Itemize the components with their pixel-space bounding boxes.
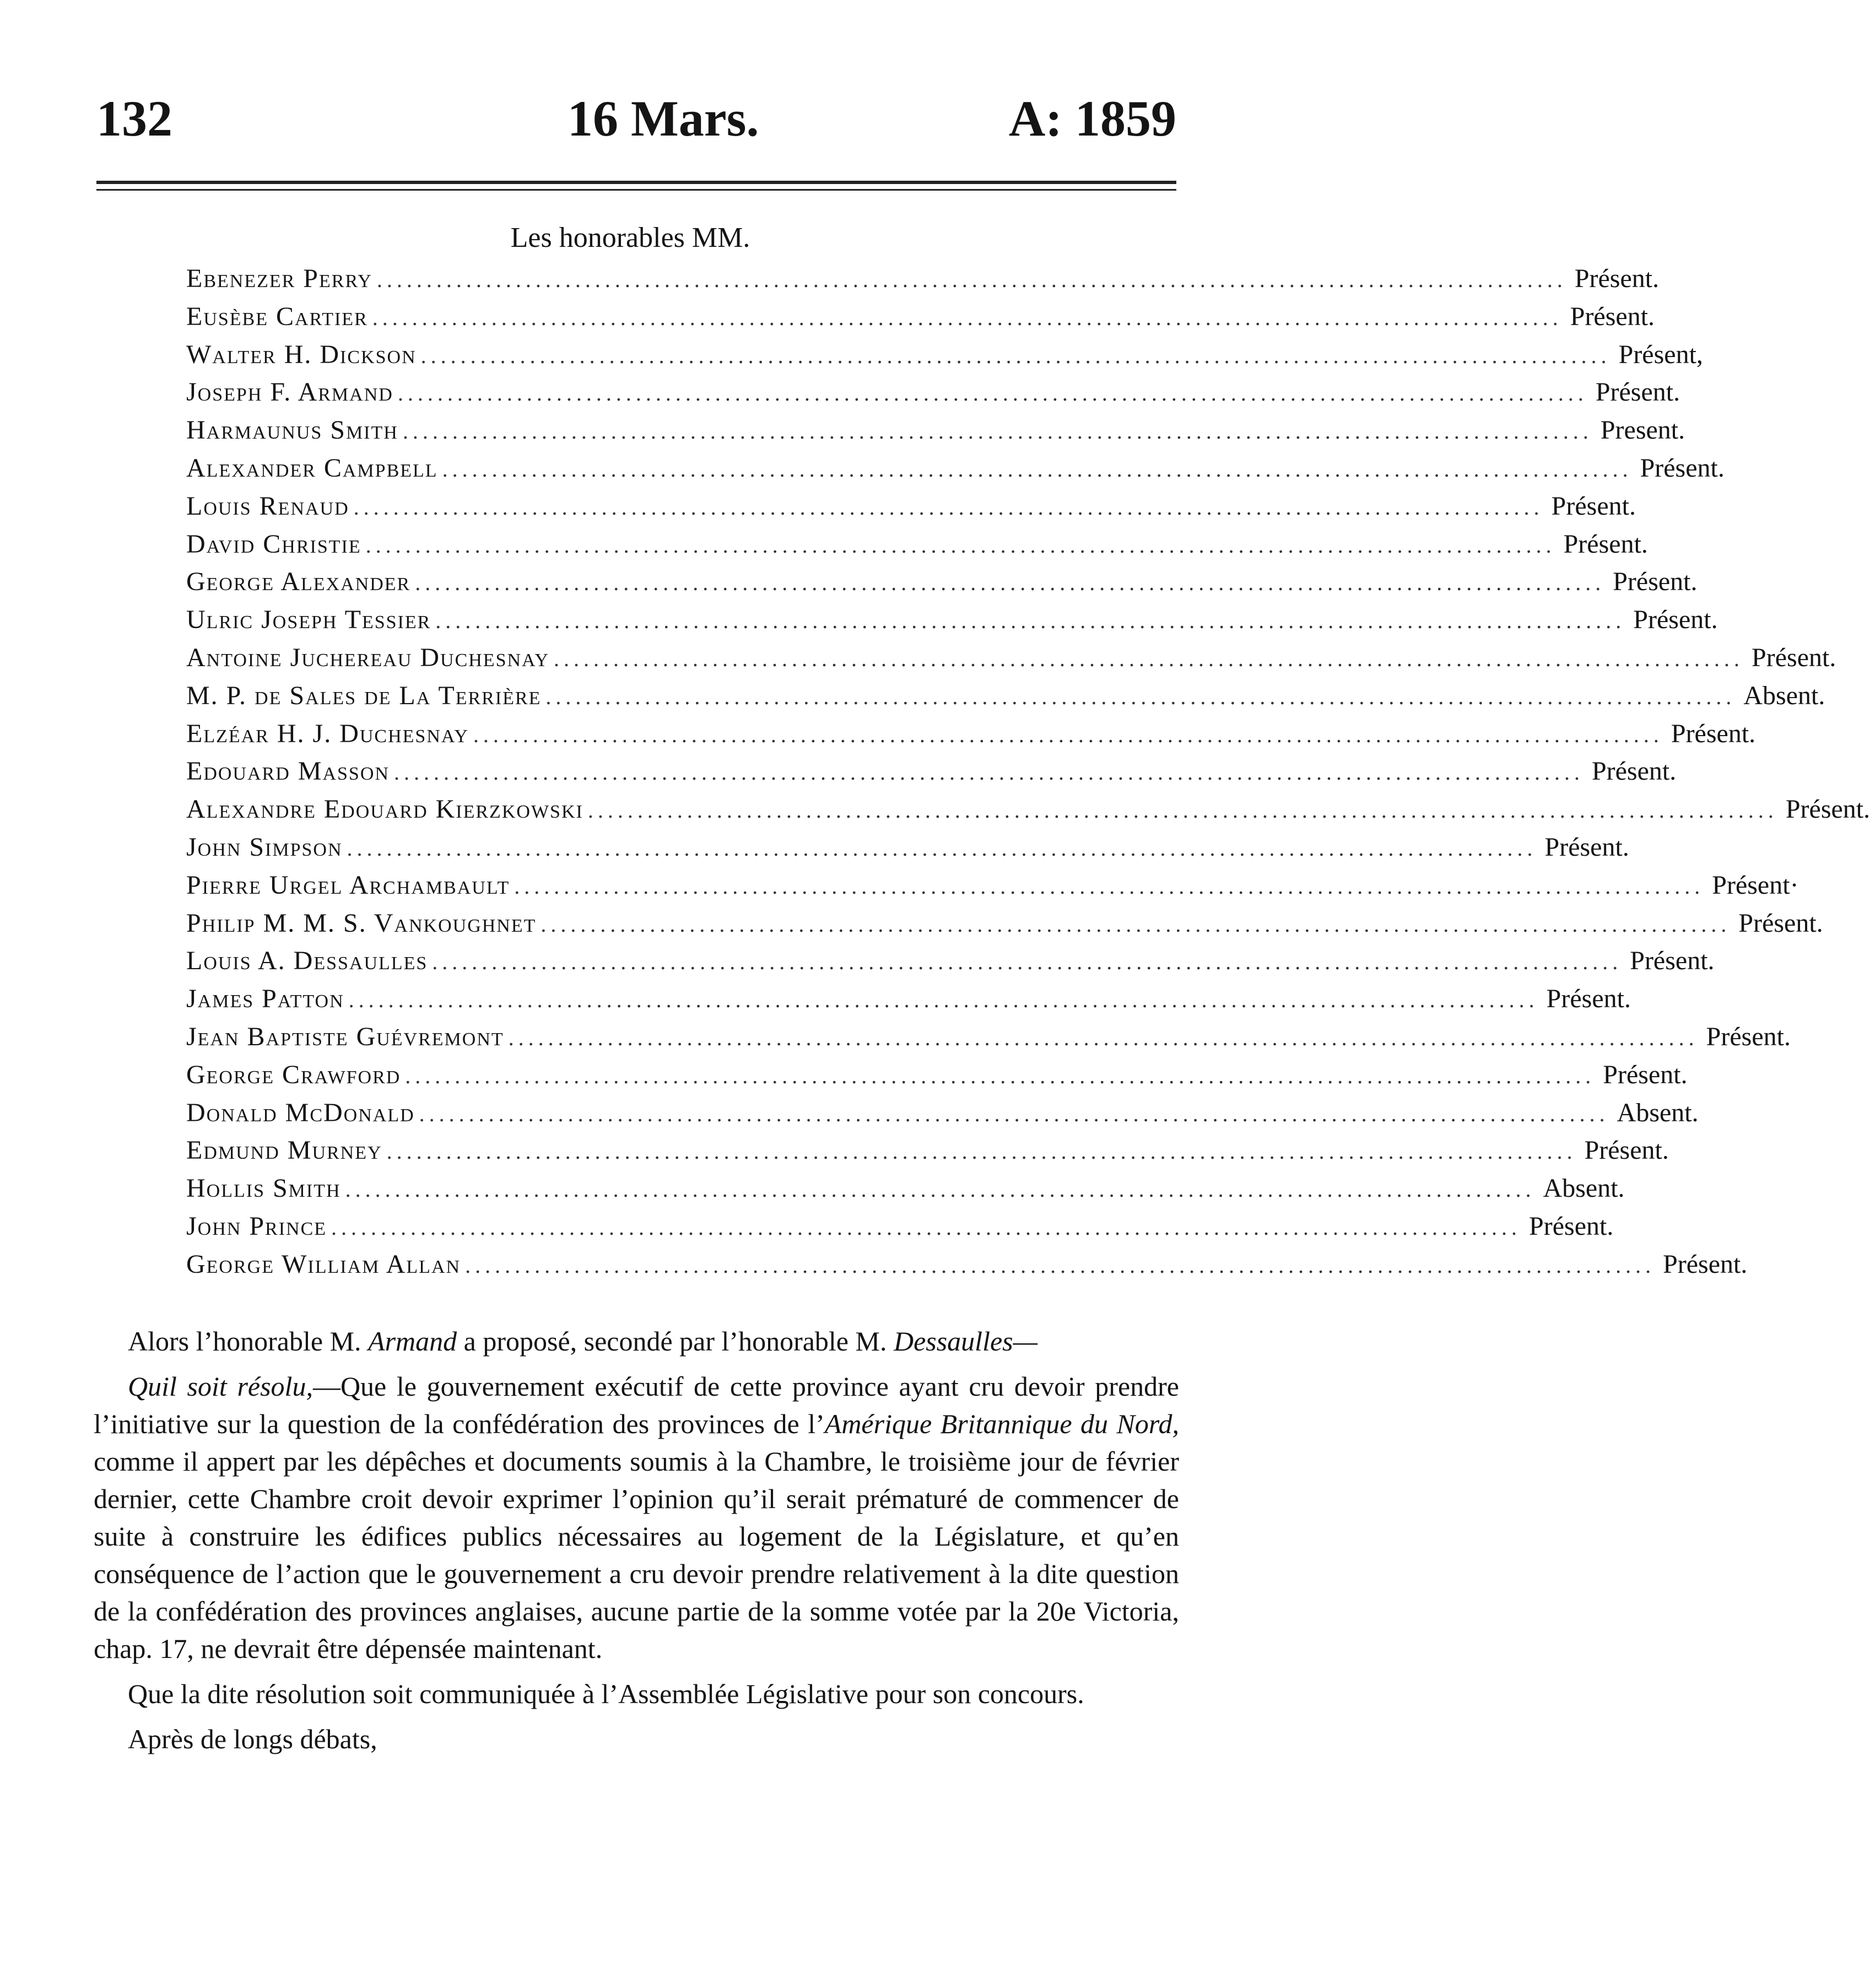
seconder-name: Dessaulles— <box>893 1326 1038 1357</box>
attendance-status: Présent. <box>1591 757 1677 786</box>
roll-call-row <box>186 526 1648 564</box>
dot-leader: ........................................................................................................................ <box>376 267 1567 292</box>
member-name: Antoine Juchereau Duchesnay <box>186 642 550 672</box>
member-name: Louis Renaud <box>186 491 349 521</box>
attendance-status: Présent. <box>1752 642 1836 672</box>
member-name: Ebenezer Perry <box>186 264 372 293</box>
attendance-status: Présent. <box>1584 1136 1669 1165</box>
dot-leader: ........................................................................................................................ <box>473 722 1663 747</box>
attendance-status: Présent. <box>1630 946 1715 976</box>
attendance-status: Présent. <box>1613 567 1698 597</box>
dot-leader: ........................................................................................................................ <box>397 381 1588 406</box>
attendance-status: Présent. <box>1603 1060 1688 1089</box>
member-name: Edouard Masson <box>186 757 390 786</box>
roll-call-row <box>186 1094 1699 1132</box>
member-name: Donald McDonald <box>186 1098 415 1127</box>
attendance-status: Présent. <box>1551 491 1636 521</box>
dot-leader: ........................................................................................................................ <box>419 1101 1609 1126</box>
member-name: John Simpson <box>186 832 343 862</box>
dot-leader: ........................................................................................................................ <box>442 456 1633 482</box>
roll-call-row <box>186 753 1677 791</box>
roll-call-row <box>186 1132 1669 1170</box>
roll-call-row <box>186 260 1660 298</box>
roll-call-row <box>186 336 1703 374</box>
motion-text-c: a proposé, secondé par l’honorable M. <box>457 1326 894 1357</box>
resolution-text-b: —Que le gouvernement exécutif de cette province ayant cru devoir prendre l’initiative sur la question de la confédération des provinces de l’ <box>94 1371 1179 1439</box>
dot-leader: ........................................................................................................................ <box>545 684 1736 709</box>
roll-call-row <box>186 905 1823 943</box>
dot-leader: ........................................................................................................................ <box>345 1177 1536 1202</box>
roll-call-row <box>186 601 1718 639</box>
dot-leader: ........................................................................................................................ <box>514 873 1705 899</box>
member-name: Joseph F. Armand <box>186 377 393 407</box>
dot-leader: ........................................................................................................................ <box>331 1214 1522 1240</box>
dot-leader: ........................................................................................................................ <box>347 835 1537 861</box>
dot-leader: ........................................................................................................................ <box>353 494 1544 520</box>
dot-leader: ........................................................................................................................ <box>386 1139 1577 1164</box>
dot-leader: ........................................................................................................................ <box>554 646 1744 671</box>
paragraph-debate: Après de longs débats, <box>128 1724 377 1754</box>
roll-call-list <box>186 260 1870 1284</box>
attendance-status: Présent. <box>1574 264 1660 293</box>
member-name: John Prince <box>186 1211 327 1241</box>
member-name: Louis A. Dessaulles <box>186 946 428 976</box>
attendance-status: Présent. <box>1595 377 1680 407</box>
roll-call-row <box>186 639 1836 677</box>
member-name: Harmaunus Smith <box>186 415 398 445</box>
dot-leader: ........................................................................................................................ <box>465 1252 1656 1278</box>
attendance-status: Présent. <box>1544 832 1629 862</box>
member-name: Edmund Murney <box>186 1136 382 1165</box>
attendance-status: Absent. <box>1617 1098 1699 1127</box>
dot-leader: ........................................................................................................................ <box>348 987 1539 1013</box>
dot-leader: ........................................................................................................................ <box>435 608 1626 634</box>
member-name: M. P. de Sales de La Terrière <box>186 680 542 710</box>
member-name: Pierre Urgel Archambault <box>186 870 510 900</box>
member-name: James Patton <box>186 984 344 1014</box>
member-name: George Crawford <box>186 1060 401 1089</box>
roll-call-row <box>186 412 1685 450</box>
attendance-status: Présent. <box>1785 795 1870 824</box>
member-name: Alexander Campbell <box>186 453 438 483</box>
attendance-status: Présent. <box>1529 1211 1614 1241</box>
roll-call-row <box>186 1018 1791 1056</box>
roll-call-row <box>186 867 1799 905</box>
member-name: Eusèbe Cartier <box>186 301 368 331</box>
attendance-status: Présent. <box>1570 301 1655 331</box>
member-name: Elzéar H. J. Duchesnay <box>186 719 469 748</box>
header-rule-thick <box>96 181 1176 184</box>
dot-leader: ........................................................................................................................ <box>420 343 1611 368</box>
roll-call-row <box>186 1246 1748 1284</box>
attendance-status: Présent. <box>1640 453 1725 483</box>
paragraph-communication: Que la dite résolution soit communiquée à l’Assemblée Législative pour son concours. <box>128 1678 1084 1709</box>
member-name: Philip M. M. S. Vankoughnet <box>186 908 537 938</box>
dot-leader: ........................................................................................................................ <box>393 760 1584 785</box>
attendance-status: Présent. <box>1738 908 1823 938</box>
resolution-place-name: Amérique Britannique du Nord, <box>824 1408 1179 1439</box>
member-name: Walter H. Dickson <box>186 339 417 369</box>
member-name: George Alexander <box>186 567 411 597</box>
attendance-status: Présent. <box>1546 984 1631 1014</box>
attendance-status: Présent. <box>1706 1022 1791 1051</box>
roll-call-row <box>186 374 1680 412</box>
attendance-status: Présent· <box>1712 870 1799 900</box>
roll-call-row <box>186 980 1631 1018</box>
dot-leader: ........................................................................................................................ <box>405 1063 1596 1088</box>
member-name: George William Allan <box>186 1249 461 1279</box>
attendance-status: Absent. <box>1543 1174 1625 1203</box>
roll-call-row <box>186 488 1636 526</box>
roll-call-row <box>186 450 1725 488</box>
roll-call-row <box>186 829 1629 867</box>
member-name: Jean Baptiste Guévremont <box>186 1022 504 1051</box>
dot-leader: ........................................................................................................................ <box>432 949 1623 975</box>
attendance-status: Present. <box>1600 415 1685 445</box>
roll-call-row <box>186 1208 1614 1246</box>
dot-leader: ........................................................................................................................ <box>508 1025 1699 1050</box>
paragraph-resolution <box>94 1368 1179 1667</box>
resolution-opening: Quil soit résolu, <box>128 1371 313 1402</box>
member-name: David Christie <box>186 529 361 559</box>
member-name: Alexandre Edouard Kierzkowski <box>186 795 583 824</box>
attendance-status: Présent. <box>1633 605 1718 635</box>
dot-leader: ........................................................................................................................ <box>587 798 1778 823</box>
roll-call-row <box>186 1056 1688 1094</box>
roll-call-row <box>186 942 1715 980</box>
page-header <box>96 88 1176 149</box>
roll-call-intro: Les honorables MM. <box>510 222 750 253</box>
attendance-status: Présent. <box>1563 529 1648 559</box>
motion-text-a: Alors l’honorable M. <box>128 1326 369 1357</box>
attendance-status: Absent. <box>1743 680 1825 710</box>
dot-leader: ........................................................................................................................ <box>402 419 1593 444</box>
member-name: Ulric Joseph Tessier <box>186 605 431 635</box>
resolution-text-d: comme il appert par les dépêches et documents soumis à la Chambre, le troisième jour de février dernier, cette Chambre croit devoir exprimer l’opinion qu’il serait prématuré de commencer de suite à construire les édifices publics nécessaires au logement de la Législature, et qu’en conséquence de l’action que le gouvernement a cru devoir prendre relativement à la dite question de la confédération des provinces anglaises, aucune partie de la somme votée par la 20e Victoria, chap. 17, ne devrait être dépensée maintenant. <box>94 1446 1179 1664</box>
dot-leader: ........................................................................................................................ <box>541 911 1731 937</box>
dot-leader: ........................................................................................................................ <box>365 532 1556 558</box>
roll-call-row <box>186 1170 1625 1208</box>
paragraph-motion <box>94 1322 1179 1360</box>
attendance-status: Présent, <box>1618 339 1703 369</box>
roll-call-row <box>186 715 1756 753</box>
dot-leader: ........................................................................................................................ <box>372 305 1563 330</box>
roll-call-row <box>186 298 1655 336</box>
roll-call-row <box>186 791 1870 829</box>
dot-leader: ........................................................................................................................ <box>415 570 1606 596</box>
roll-call-row <box>186 677 1825 715</box>
member-name: Hollis Smith <box>186 1174 341 1203</box>
page-number: 132 <box>96 90 172 147</box>
attendance-status: Présent. <box>1671 719 1756 748</box>
header-rule-thin <box>96 189 1176 191</box>
mover-name: Armand <box>368 1326 457 1357</box>
header-date: 16 Mars. <box>568 90 759 147</box>
body-text <box>94 1322 1179 1765</box>
attendance-status: Présent. <box>1663 1249 1748 1279</box>
header-year: A: 1859 <box>1008 90 1176 147</box>
roll-call-row <box>186 563 1698 601</box>
